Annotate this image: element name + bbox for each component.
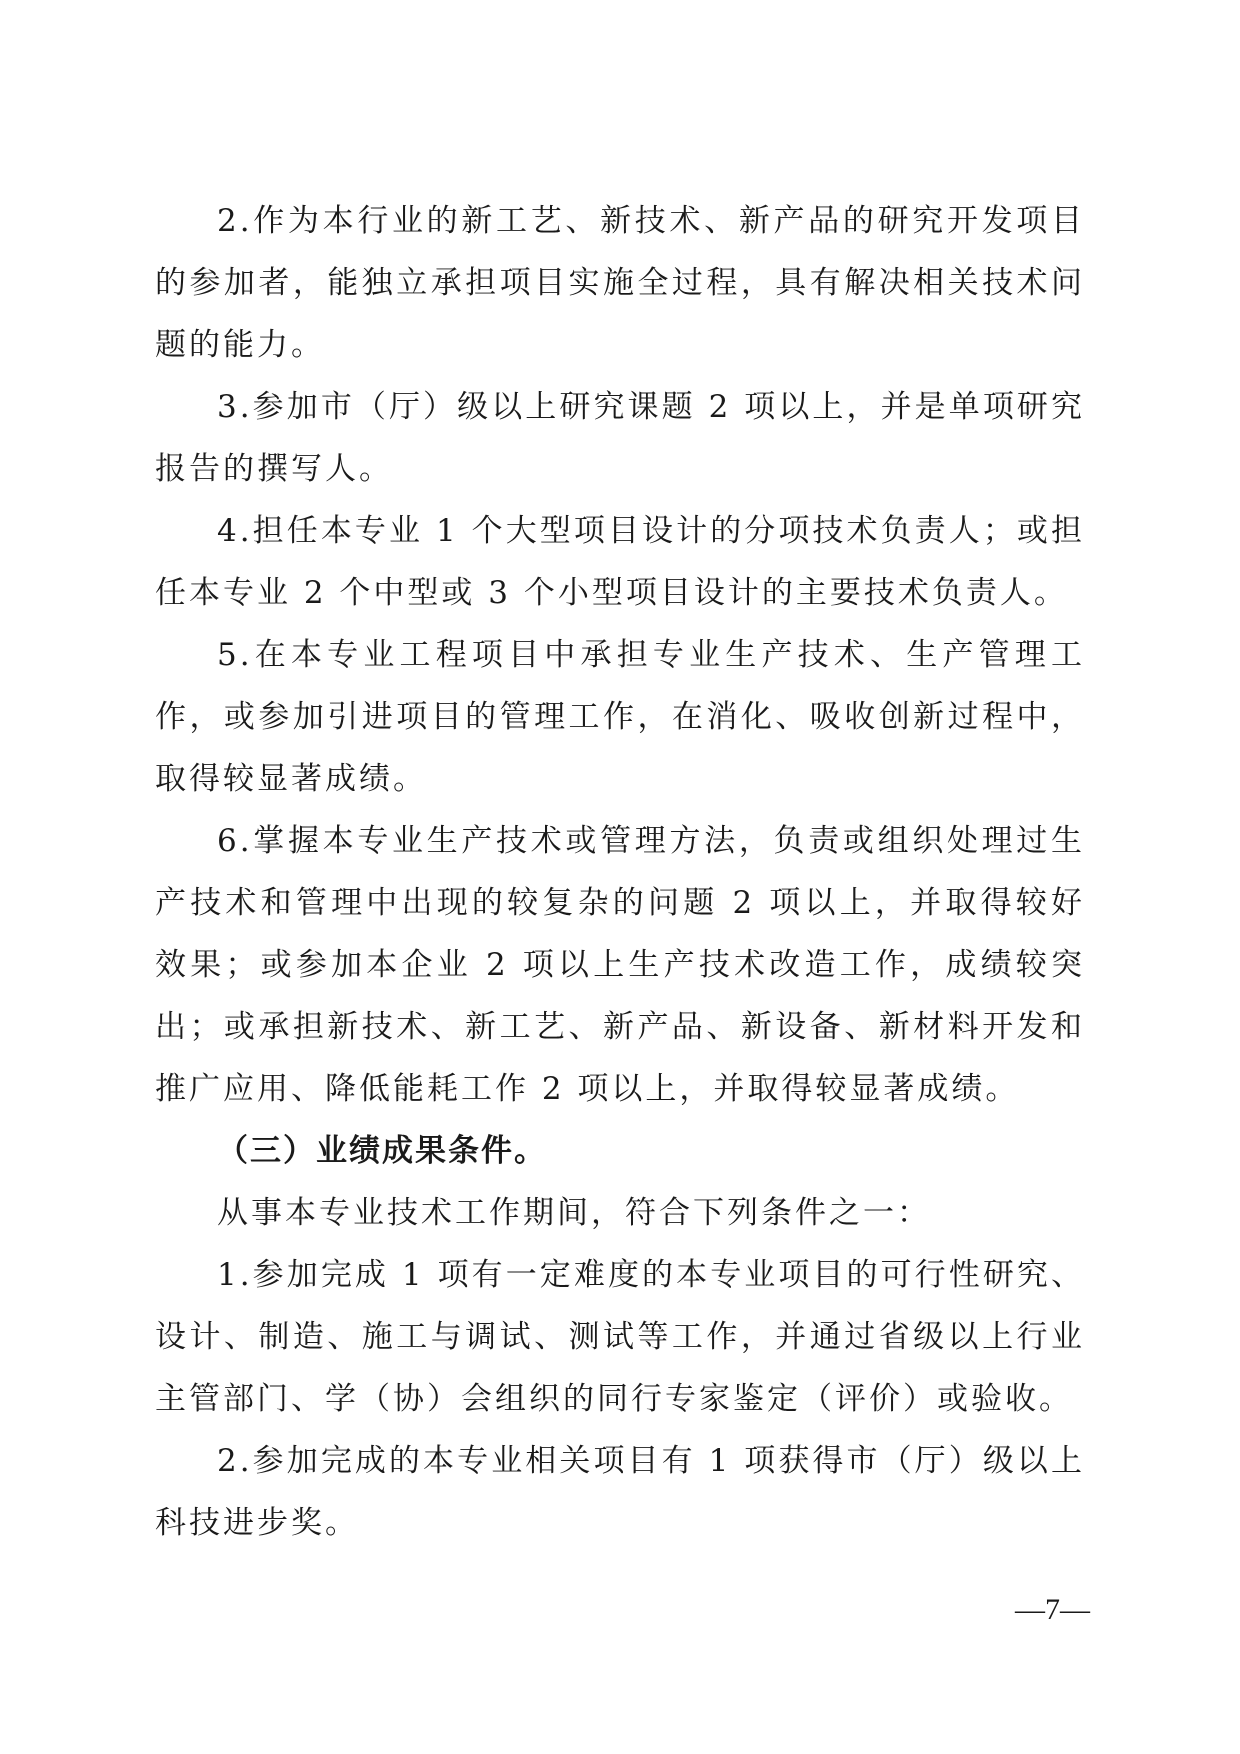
page-number: —7— — [1015, 1593, 1090, 1626]
paragraph-item-6: 6.掌握本专业生产技术或管理方法，负责或组织处理过生产技术和管理中出现的较复杂的问题 2 项以上，并取得较好效果；或参加本企业 2 项以上生产技术改造工作，成绩较突出；或承担新技术、新工艺、新产品、新设备、新材料开发和推广应用、降低能耗工作 2 项以上，并取得较显著成绩。 — [155, 823, 1085, 1107]
paragraph-item-4: 4.担任本专业 1 个大型项目设计的分项技术负责人；或担任本专业 2 个中型或 3 个小型项目设计的主要技术负责人。 — [155, 513, 1085, 611]
section-intro: 从事本专业技术工作期间，符合下列条件之一： — [217, 1195, 931, 1231]
document-body — [155, 190, 1085, 1554]
achievement-item-2: 2.参加完成的本专业相关项目有 1 项获得市（厅）级以上科技进步奖。 — [155, 1443, 1085, 1541]
paragraph-item-3: 3.参加市（厅）级以上研究课题 2 项以上，并是单项研究报告的撰写人。 — [155, 389, 1085, 487]
paragraph-item-5: 5.在本专业工程项目中承担专业生产技术、生产管理工作，或参加引进项目的管理工作，在消化、吸收创新过程中，取得较显著成绩。 — [155, 637, 1085, 797]
achievement-item-1: 1.参加完成 1 项有一定难度的本专业项目的可行性研究、设计、制造、施工与调试、测试等工作，并通过省级以上行业主管部门、学（协）会组织的同行专家鉴定（评价）或验收。 — [155, 1257, 1085, 1417]
section-heading: （三）业绩成果条件。 — [217, 1133, 547, 1169]
paragraph-item-2: 2.作为本行业的新工艺、新技术、新产品的研究开发项目的参加者，能独立承担项目实施全过程，具有解决相关技术问题的能力。 — [155, 203, 1085, 363]
